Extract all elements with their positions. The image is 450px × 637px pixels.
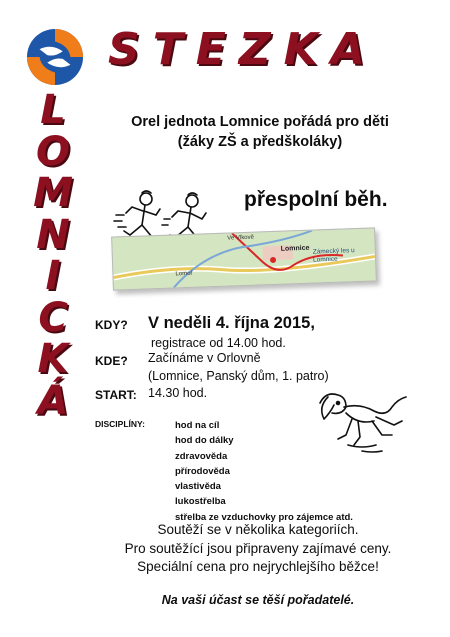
vertical-letter: I bbox=[45, 253, 61, 299]
page-title: STEZKA bbox=[108, 24, 378, 75]
vertical-letter: L bbox=[40, 87, 66, 133]
vertical-letter: O bbox=[35, 128, 70, 175]
map-label: Lomoř bbox=[175, 270, 193, 278]
start-label: START: bbox=[95, 388, 137, 402]
venue-line: Začínáme v Orlovně bbox=[148, 351, 261, 365]
closing-line: Speciální cena pro nejrychlejšího běžce! bbox=[137, 559, 379, 574]
running-dog-icon bbox=[312, 385, 410, 457]
discipline-item: hod do dálky bbox=[175, 435, 234, 447]
discipline-item: lukostřelba bbox=[175, 496, 226, 508]
organizers-thanks: Na vaši účast se těší pořadatelé. bbox=[161, 593, 355, 607]
orel-logo-icon bbox=[26, 28, 84, 86]
start-time: 14.30 hod. bbox=[148, 386, 208, 400]
discipline-item: přírodověda bbox=[175, 465, 230, 477]
map-label: Ve Vlkově bbox=[227, 234, 255, 242]
map-label: Zámecký les u Lomnice bbox=[312, 247, 355, 264]
route-map bbox=[111, 227, 377, 290]
discipline-item: hod na cíl bbox=[175, 420, 220, 431]
vertical-letter: M bbox=[33, 170, 73, 216]
disciplines-label: DISCIPLÍNY: bbox=[95, 419, 145, 429]
vertical-letter: C bbox=[38, 294, 68, 341]
event-date: V neděli 4. října 2015, bbox=[148, 314, 315, 332]
event-name-text: přespolní běh bbox=[244, 188, 382, 211]
vertical-letter: Á bbox=[37, 377, 69, 424]
closing-text bbox=[88, 521, 428, 577]
event-name bbox=[244, 188, 388, 212]
intro-line: (žáky ZŠ a předškoláky) bbox=[177, 134, 343, 150]
map-label: Lomnice bbox=[280, 244, 310, 253]
closing-line: Pro soutěžící jsou připraveny zajímavé ceny. bbox=[124, 540, 392, 556]
event-name-suffix: . bbox=[381, 188, 388, 211]
intro-text bbox=[90, 112, 430, 152]
discipline-item: zdravověda bbox=[175, 450, 228, 462]
vertical-letter: N bbox=[36, 211, 70, 258]
vertical-letter: K bbox=[37, 336, 69, 382]
closing-line: Soutěží se v několika kategoriích. bbox=[157, 522, 359, 537]
discipline-item: střelba ze vzduchovky pro zájemce atd. bbox=[175, 511, 353, 523]
registration-time: registrace od 14.00 hod. bbox=[151, 336, 286, 350]
discipline-item: vlastivěda bbox=[175, 481, 221, 493]
where-label: KDE? bbox=[95, 354, 128, 368]
vertical-title bbox=[20, 87, 86, 424]
intro-line: Orel jednota Lomnice pořádá pro děti bbox=[131, 114, 389, 130]
venue-address: (Lomnice, Panský dům, 1. patro) bbox=[148, 369, 329, 383]
when-label: KDY? bbox=[95, 318, 128, 332]
